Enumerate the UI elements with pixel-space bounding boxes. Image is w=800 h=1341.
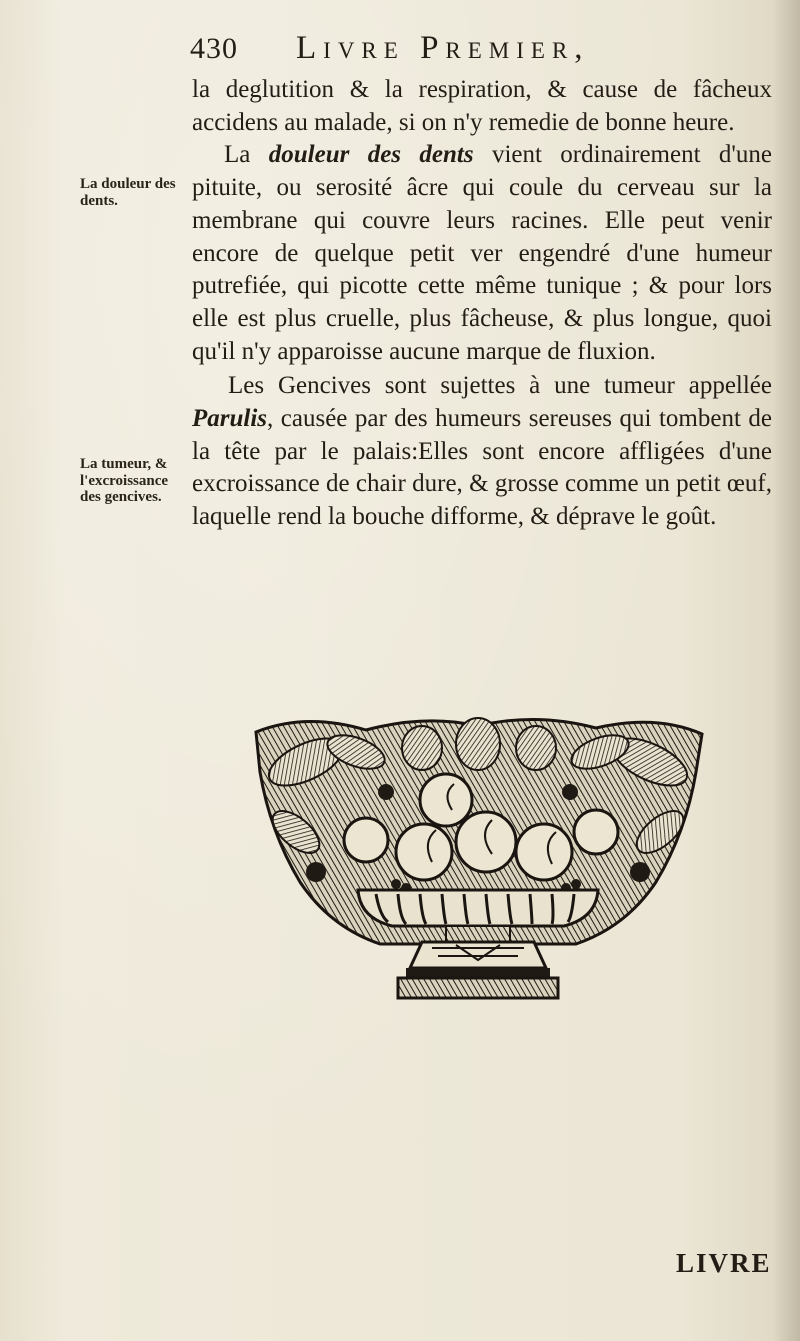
- paragraph-3-prefix: Les Gencives sont sujettes à une tumeur appellée: [228, 372, 772, 400]
- paragraph-2: [192, 139, 772, 368]
- paragraph-2-text: vient ordinairement d'une pituite, ou serosité âcre qui coule du cerveau sur la membrane qui couvre leurs racines. Elle peut venir encore de quelque petit ver engendré d'une humeur putrefiée, qui picotte cette même tunique ; & pour lors elle est plus cruelle, plus fâcheuse, & plus longue, quoi qu'il n'y apparoisse aucune marque de fluxion.: [192, 141, 772, 365]
- page-header: [190, 30, 775, 80]
- paragraph-1: [192, 74, 772, 139]
- paragraph-3-italic-term: Parulis: [192, 405, 268, 433]
- paragraph-2-prefix: La: [224, 141, 269, 169]
- paragraph-3-text: , causée par des humeurs sereuses qui tombent de la tête par le palais:Elles sont encore affligées d'une excroissance de chair dure, & grosse comme un petit œuf, laquelle rend la bouche difforme, & déprave le goût.: [192, 405, 772, 531]
- paragraph-1-text: la deglutition & la respiration, & cause de fâcheux accidens au malade, si on n'y remedie de bonne heure.: [192, 76, 772, 136]
- paragraph-3: [192, 370, 772, 534]
- running-head: Livre Premier,: [296, 30, 590, 66]
- main-text: [192, 74, 772, 534]
- paragraph-2-italic-term: douleur des dents: [268, 141, 474, 169]
- catchword: LIVRE: [676, 1248, 772, 1278]
- page-number: 430: [190, 32, 238, 65]
- marginal-note-1: La douleur des dents.: [80, 176, 176, 209]
- gutter-shadow: [772, 0, 800, 1341]
- marginal-note-2: La tumeur, & l'excroissance des gencives.: [80, 456, 169, 506]
- fruit-basket-woodcut-icon: [246, 712, 710, 1004]
